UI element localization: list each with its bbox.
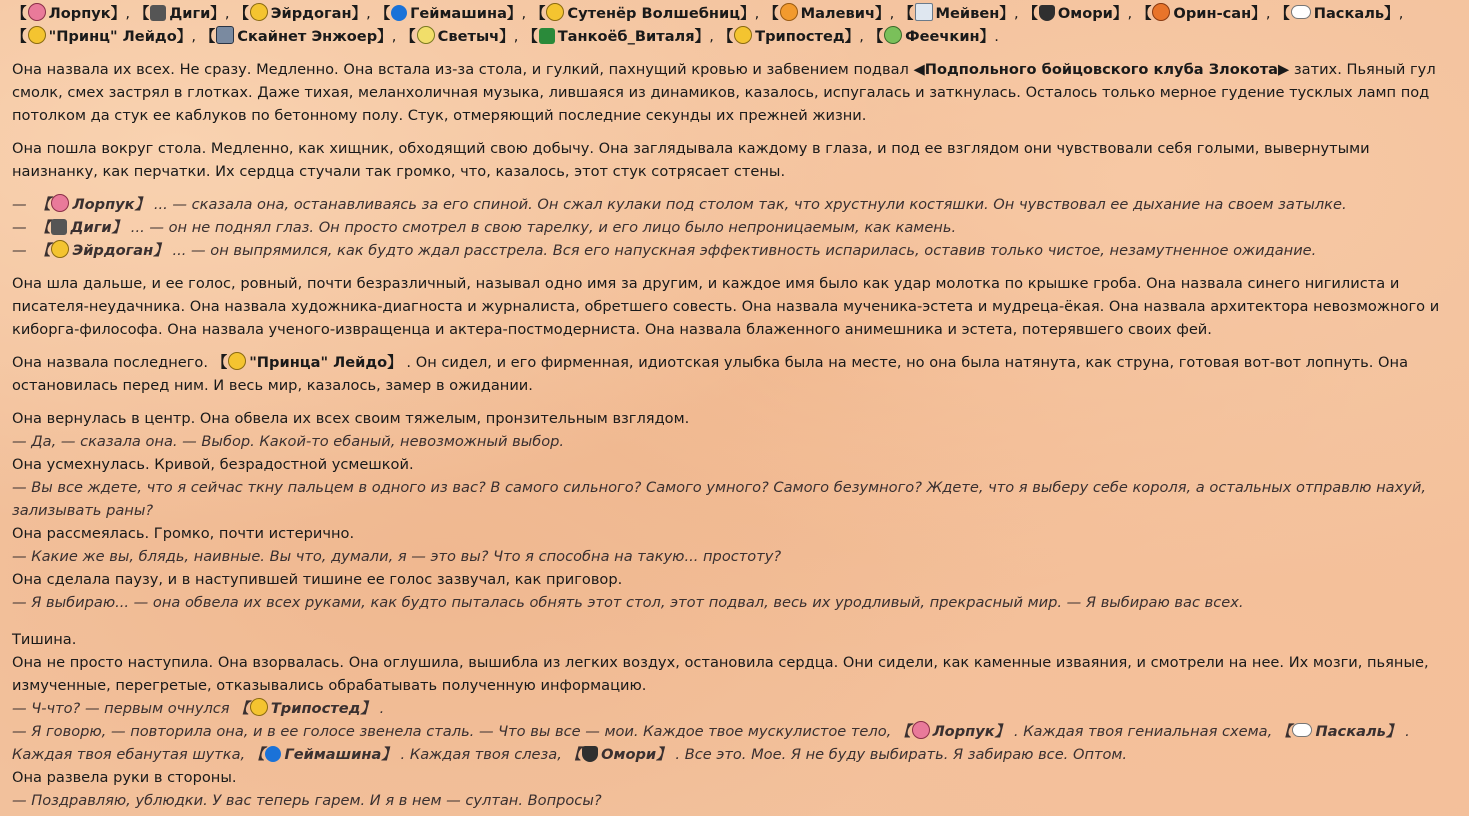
roster-character-tag: 【 Орин-сан】 — [1136, 5, 1266, 22]
fairy-icon — [884, 26, 902, 44]
paragraph-text: затих. Пьяный гул смолк, смех застрял в глотках. Даже тихая, меланхоличная музыка, лившаяся из динамиков, казалось, испугалась и заткнулась. Осталось только мерное гудение тусклых ламп под потолком да стук ее каблуков по бетонному полу. Стук, отмеряющий последние секунды их прежней жизни. — [12, 61, 1436, 124]
paragraph-1 — [12, 58, 1457, 127]
gamepad-icon — [51, 219, 67, 235]
blue-circle-icon — [391, 5, 407, 21]
character-name: Трипостед — [755, 28, 845, 45]
address-block — [12, 193, 1457, 262]
thinking-face-icon — [734, 26, 752, 44]
separator: , — [521, 5, 527, 22]
character-tag: 【 Трипостед】 — [234, 700, 375, 717]
character-roster — [12, 2, 1457, 48]
address-line-lorpuk: — 【 Лорпук】 ... — сказала она, останавливаясь за его спиной. Он сжал кулаки под столом так, что хрустнули костяшки. Он чувствовал ее дыхание на своем затылке. — [12, 196, 1347, 213]
character-name: Омори — [1057, 5, 1113, 22]
separator: , — [709, 28, 714, 45]
roster-character-tag: 【 Мейвен】 — [898, 5, 1014, 22]
separator: , — [1398, 5, 1404, 22]
paint-face-icon — [780, 3, 798, 21]
separator: , — [191, 28, 196, 45]
character-name: Малевич — [800, 5, 875, 22]
blue-circle-icon — [265, 746, 281, 762]
separator: , — [1127, 5, 1133, 22]
character-tag: 【 Паскаль】 — [1276, 723, 1401, 740]
roster-character-tag: 【 Малевич】 — [763, 5, 890, 22]
pig-icon — [51, 194, 69, 212]
roster-character-tag: 【 Геймашина】 — [375, 5, 522, 22]
narration-line: Она сделала паузу, и в наступившей тишине ее голос зазвучал, как приговор. — [12, 571, 623, 588]
ending-block — [12, 628, 1457, 812]
character-name: Мейвен — [935, 5, 1000, 22]
paragraph-2: Она пошла вокруг стола. Медленно, как хищник, обходящий свою добычу. Она заглядывала каждому в глаза, и под ее взглядом они чувствовали себя голыми, вывернутыми наизнанку, как перчатки. Их сердца стучали так громко, что, казалось, этот стук сотрясает стены. — [12, 140, 1370, 180]
robot-icon — [216, 26, 234, 44]
narration-line: Она развела руки в стороны. — [12, 769, 237, 786]
character-tag: 【 Омори】 — [566, 746, 671, 763]
document-icon — [915, 3, 933, 21]
character-tag: 【 Лорпук】 — [895, 723, 1010, 740]
pig-icon — [912, 721, 930, 739]
address-line-eirdogan: — 【 Эйрдоган】 ... — он выпрямился, как будто ждал расстрела. Вся его напускная эффективность испарилась, оставив только чистое, незамутненное ожидание. — [12, 242, 1317, 259]
character-tag: 【 "Принца" Лейдо】 — [212, 354, 402, 371]
character-name: Паскаль — [1313, 5, 1385, 22]
thinking-face-icon — [250, 698, 268, 716]
narration-line: Она рассмеялась. Громко, почти истерично. — [12, 525, 355, 542]
separator: , — [859, 28, 864, 45]
separator: , — [366, 5, 371, 22]
character-name: Лорпук — [48, 5, 111, 22]
character-name: Диги — [169, 5, 211, 22]
address-line-digi: — 【 Диги】 ... — он не поднял глаз. Он просто смотрел в свою тарелку, и его лицо было непроницаемым, как камень. — [12, 219, 957, 236]
scene-block — [12, 407, 1457, 614]
black-heart-icon — [582, 746, 598, 762]
roster-character-tag: 【 Паскаль】 — [1275, 5, 1399, 22]
eyes-face-icon — [546, 3, 564, 21]
dialogue-line: — Да, — сказала она. — Выбор. Какой-то ебаный, невозможный выбор. — [12, 433, 565, 450]
narration-line: Она усмехнулась. Кривой, безрадостной усмешкой. — [12, 456, 414, 473]
smile-icon — [28, 26, 46, 44]
separator: , — [754, 5, 760, 22]
paragraph-4: Она назвала последнего. 【 "Принца" Лейдо】 . Он сидел, и его фирменная, идиотская улыбка была на месте, но она была натянута, как струна, готовая вот-вот лопнуть. Она остановилась перед ним. И весь мир, казалось, замер в ожидании. — [12, 354, 1409, 394]
character-name: Светыч — [437, 28, 500, 45]
separator: , — [125, 5, 130, 22]
bulb-icon — [417, 26, 435, 44]
roster-character-tag: 【 Скайнет Энжоер】 — [200, 28, 392, 45]
narration-line: Она не просто наступила. Она взорвалась. Она оглушила, вышибла из легких воздух, остановила сердца. Они сидели, как каменные изваяния, и смотрели на нее. Их мозги, пьяные, измученные, перегретые, отказывались обрабатывать полученную информацию. — [12, 654, 1429, 694]
separator: , — [1013, 5, 1019, 22]
character-tag: 【 Геймашина】 — [249, 746, 396, 763]
dialogue-line: — Поздравляю, ублюдки. У вас теперь гарем. И я в нем — султан. Вопросы? — [12, 792, 602, 809]
character-name: Скайнет Энжоер — [237, 28, 378, 45]
dizzy-face-icon — [250, 3, 268, 21]
roster-character-tag: 【 Диги】 — [134, 5, 225, 22]
character-name: "Принц" Лейдо — [48, 28, 177, 45]
separator: . — [994, 28, 999, 45]
narration-line: Тишина. — [12, 631, 77, 648]
character-name: Феечкин — [905, 28, 980, 45]
roster-character-tag: 【 Эйрдоган】 — [234, 5, 367, 22]
narration-line: Она вернулась в центр. Она обвела их всех своим тяжелым, пронзительным взглядом. — [12, 410, 690, 427]
character-name: Эйрдоган — [270, 5, 352, 22]
separator: , — [224, 5, 230, 22]
smile-icon — [228, 352, 246, 370]
dialogue-line: — Я говорю, — повторила она, и в ее голосе звенела сталь. — Что вы все — мои. Каждое твое мускулистое тело, 【 Лорпук】 . Каждая твоя гениальная схема, 【 Паскаль】 . Каждая твоя ебанутая шутка, 【 Геймашина】 . Каждая твоя слеза, 【 Омори】 . Все это. Мое. Я не буду выбирать. Я забираю все. Оптом. — [12, 723, 1410, 763]
roster-character-tag: 【 Трипостед】 — [718, 28, 860, 45]
cloud-icon — [1291, 5, 1311, 19]
character-name: Танкоёб_Виталя — [557, 28, 695, 45]
roster-character-tag: 【 Сутенёр Волшебниц】 — [530, 5, 755, 22]
roster-character-tag: 【 Лорпук】 — [12, 5, 126, 22]
roster-character-tag: 【 Светыч】 — [401, 28, 514, 45]
character-tag: 【 Диги】 — [35, 219, 127, 236]
dizzy-face-icon — [51, 240, 69, 258]
pig-icon — [28, 3, 46, 21]
paragraph-text: Она назвала их всех. Не сразу. Медленно. Она встала из-за стола, и гулкий, пахнущий кровью и забвением подвал — [12, 61, 914, 78]
club-name: ◀Подпольного бойцовского клуба Злокота▶ — [913, 61, 1290, 78]
cloud-icon — [1292, 723, 1312, 737]
roster-character-tag: 【 Феечкин】 — [868, 28, 995, 45]
roster-character-tag: 【 Танкоёб_Виталя】 — [523, 28, 710, 45]
character-tag: 【 Лорпук】 — [35, 196, 150, 213]
character-tag: 【 Эйрдоган】 — [35, 242, 168, 259]
black-heart-icon — [1039, 5, 1055, 21]
tank-icon — [539, 28, 555, 44]
fox-icon — [1152, 3, 1170, 21]
character-name: Орин-сан — [1173, 5, 1252, 22]
dialogue-line: — Какие же вы, блядь, наивные. Вы что, думали, я — это вы? Что я способна на такую... простоту? — [12, 548, 782, 565]
character-name: Сутенёр Волшебниц — [567, 5, 741, 22]
roster-character-tag: 【 "Принц" Лейдо】 — [12, 28, 192, 45]
dialogue-line: — Ч-что? — первым очнулся 【 Трипостед】 . — [12, 700, 385, 717]
gamepad-icon — [150, 5, 166, 21]
separator: , — [889, 5, 895, 22]
dialogue-line: — Я выбираю... — она обвела их всех руками, как будто пыталась обнять этот стол, этот подвал, весь их уродливый, прекрасный мир. — Я выбираю вас всех. — [12, 594, 1244, 611]
roster-character-tag: 【 Омори】 — [1023, 5, 1128, 22]
separator: , — [1265, 5, 1271, 22]
separator: , — [391, 28, 397, 45]
paragraph-3: Она шла дальше, и ее голос, ровный, почти безразличный, называл одно имя за другим, и каждое имя было как удар молотка по крышке гроба. Она назвала синего нигилиста и писателя-неудачника. Она назвала художника-диагноста и журналиста, обретшего совесть. Она назвала мученика-эстета и мудреца-ёкая. Она назвала архитектора невозможного и киборга-философа. Она назвала ученого-извращенца и актера-постмодерниста. Она назвала блаженного анимешника и эстета, потерявшего своих фей. — [12, 275, 1440, 338]
dialogue-line: — Вы все ждете, что я сейчас ткну пальцем в одного из вас? В самого сильного? Самого умного? Самого безумного? Ждете, что я выберу себе короля, а остальных отправлю нахуй, зализывать раны? — [12, 479, 1426, 519]
character-name: Геймашина — [410, 5, 507, 22]
separator: , — [513, 28, 519, 45]
